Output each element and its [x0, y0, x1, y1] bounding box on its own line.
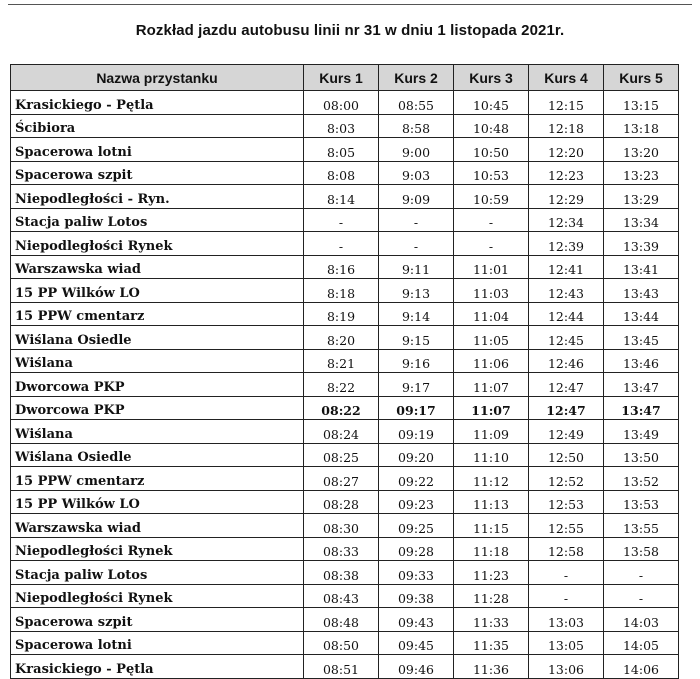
departure-time-cell: 13:39: [604, 232, 679, 256]
departure-time-cell: 8:16: [304, 255, 379, 279]
stop-name-cell: Niepodległości Rynek: [11, 537, 304, 561]
departure-time-cell: 12:41: [529, 255, 604, 279]
departure-time-cell: 11:09: [454, 420, 529, 444]
stop-name-cell: 15 PP Wilków LO: [11, 490, 304, 514]
departure-time-cell: 11:04: [454, 302, 529, 326]
stop-name-cell: Stacja paliw Lotos: [11, 561, 304, 585]
departure-time-cell: 8:03: [304, 114, 379, 138]
departure-time-cell: 08:38: [304, 561, 379, 585]
table-row: [11, 584, 679, 608]
departure-time-cell: 9:11: [379, 255, 454, 279]
departure-time-cell: 8:58: [379, 114, 454, 138]
table-row: [11, 302, 679, 326]
departure-time-cell: 12:47: [529, 373, 604, 397]
departure-time-cell: 10:50: [454, 138, 529, 162]
table-row: [11, 514, 679, 538]
stop-name-cell: 15 PPW cmentarz: [11, 467, 304, 491]
table-row: [11, 185, 679, 209]
departure-time-cell: 14:03: [604, 608, 679, 632]
departure-time-cell: 08:48: [304, 608, 379, 632]
departure-time-cell: 13:06: [529, 655, 604, 679]
departure-time-cell: 09:46: [379, 655, 454, 679]
departure-time-cell: -: [604, 584, 679, 608]
departure-time-cell: 13:47: [604, 373, 679, 397]
departure-time-cell: 08:43: [304, 584, 379, 608]
departure-time-cell: 8:22: [304, 373, 379, 397]
stop-name-cell: Wiślana: [11, 349, 304, 373]
departure-time-cell: 12:53: [529, 490, 604, 514]
table-row: [11, 349, 679, 373]
departure-time-cell: 13:49: [604, 420, 679, 444]
departure-time-cell: 13:29: [604, 185, 679, 209]
departure-time-cell: 09:38: [379, 584, 454, 608]
stop-name-cell: Krasickiego - Pętla: [11, 91, 304, 115]
stop-name-cell: Niepodległości - Ryn.: [11, 185, 304, 209]
stop-name-cell: Spacerowa lotni: [11, 631, 304, 655]
departure-time-cell: -: [604, 561, 679, 585]
departure-time-cell: 9:15: [379, 326, 454, 350]
column-header-kurs-2: Kurs 2: [379, 65, 454, 91]
departure-time-cell: 13:03: [529, 608, 604, 632]
departure-time-cell: 10:59: [454, 185, 529, 209]
departure-time-cell: 12:34: [529, 208, 604, 232]
departure-time-cell: 13:52: [604, 467, 679, 491]
departure-time-cell: 09:22: [379, 467, 454, 491]
departure-time-cell: 12:39: [529, 232, 604, 256]
departure-time-cell: 13:18: [604, 114, 679, 138]
table-row: [11, 255, 679, 279]
departure-time-cell: 8:21: [304, 349, 379, 373]
departure-time-cell: 08:24: [304, 420, 379, 444]
departure-time-cell: 09:17: [379, 396, 454, 420]
table-row: [11, 537, 679, 561]
table-row: [11, 161, 679, 185]
stop-name-cell: 15 PPW cmentarz: [11, 302, 304, 326]
departure-time-cell: 12:55: [529, 514, 604, 538]
departure-time-cell: 09:45: [379, 631, 454, 655]
departure-time-cell: 9:03: [379, 161, 454, 185]
departure-time-cell: 08:25: [304, 443, 379, 467]
departure-time-cell: -: [379, 232, 454, 256]
departure-time-cell: 12:43: [529, 279, 604, 303]
departure-time-cell: 08:00: [304, 91, 379, 115]
departure-time-cell: 08:51: [304, 655, 379, 679]
departure-time-cell: 12:18: [529, 114, 604, 138]
departure-time-cell: 13:55: [604, 514, 679, 538]
departure-time-cell: 8:08: [304, 161, 379, 185]
departure-time-cell: 13:45: [604, 326, 679, 350]
departure-time-cell: 8:05: [304, 138, 379, 162]
departure-time-cell: 09:20: [379, 443, 454, 467]
stop-name-cell: Niepodległości Rynek: [11, 232, 304, 256]
departure-time-cell: 12:15: [529, 91, 604, 115]
stop-name-cell: Dworcowa PKP: [11, 396, 304, 420]
stop-name-cell: Warszawska wiad: [11, 255, 304, 279]
departure-time-cell: 9:17: [379, 373, 454, 397]
stop-name-cell: Ścibiora: [11, 114, 304, 138]
column-header-kurs-4: Kurs 4: [529, 65, 604, 91]
departure-time-cell: 8:18: [304, 279, 379, 303]
departure-time-cell: 11:28: [454, 584, 529, 608]
table-row: [11, 232, 679, 256]
departure-time-cell: 8:14: [304, 185, 379, 209]
departure-time-cell: 9:14: [379, 302, 454, 326]
departure-time-cell: 9:00: [379, 138, 454, 162]
departure-time-cell: 9:09: [379, 185, 454, 209]
departure-time-cell: 12:47: [529, 396, 604, 420]
departure-time-cell: 12:52: [529, 467, 604, 491]
stop-name-cell: Niepodległości Rynek: [11, 584, 304, 608]
departure-time-cell: 08:55: [379, 91, 454, 115]
table-row: [11, 420, 679, 444]
stop-name-cell: 15 PP Wilków LO: [11, 279, 304, 303]
table-row: [11, 396, 679, 420]
departure-time-cell: 13:41: [604, 255, 679, 279]
stop-name-cell: Dworcowa PKP: [11, 373, 304, 397]
departure-time-cell: 11:10: [454, 443, 529, 467]
table-row: [11, 655, 679, 679]
departure-time-cell: 12:46: [529, 349, 604, 373]
departure-time-cell: 12:49: [529, 420, 604, 444]
column-header-kurs-5: Kurs 5: [604, 65, 679, 91]
departure-time-cell: 12:29: [529, 185, 604, 209]
column-header-stop-name: Nazwa przystanku: [11, 65, 304, 91]
departure-time-cell: 13:15: [604, 91, 679, 115]
departure-time-cell: -: [529, 584, 604, 608]
table-row: [11, 561, 679, 585]
departure-time-cell: 08:33: [304, 537, 379, 561]
departure-time-cell: 12:45: [529, 326, 604, 350]
departure-time-cell: 11:06: [454, 349, 529, 373]
stop-name-cell: Krasickiego - Pętla: [11, 655, 304, 679]
departure-time-cell: 13:50: [604, 443, 679, 467]
table-row: [11, 208, 679, 232]
departure-time-cell: 08:22: [304, 396, 379, 420]
departure-time-cell: 12:20: [529, 138, 604, 162]
column-header-kurs-1: Kurs 1: [304, 65, 379, 91]
departure-time-cell: 12:23: [529, 161, 604, 185]
departure-time-cell: 13:43: [604, 279, 679, 303]
header-row: [11, 65, 679, 91]
departure-time-cell: 12:50: [529, 443, 604, 467]
departure-time-cell: 11:12: [454, 467, 529, 491]
table-row: [11, 443, 679, 467]
table-row: [11, 279, 679, 303]
table-row: [11, 467, 679, 491]
departure-time-cell: 13:58: [604, 537, 679, 561]
departure-time-cell: 11:05: [454, 326, 529, 350]
departure-time-cell: 13:44: [604, 302, 679, 326]
stop-name-cell: Wiślana: [11, 420, 304, 444]
departure-time-cell: 09:19: [379, 420, 454, 444]
departure-time-cell: 08:27: [304, 467, 379, 491]
departure-time-cell: 14:06: [604, 655, 679, 679]
table-row: [11, 91, 679, 115]
departure-time-cell: 13:46: [604, 349, 679, 373]
departure-time-cell: 13:23: [604, 161, 679, 185]
departure-time-cell: 13:05: [529, 631, 604, 655]
departure-time-cell: 12:58: [529, 537, 604, 561]
departure-time-cell: 12:44: [529, 302, 604, 326]
departure-time-cell: 10:45: [454, 91, 529, 115]
departure-time-cell: 13:47: [604, 396, 679, 420]
table-row: [11, 490, 679, 514]
departure-time-cell: 11:18: [454, 537, 529, 561]
departure-time-cell: 8:19: [304, 302, 379, 326]
departure-time-cell: 11:07: [454, 373, 529, 397]
stop-name-cell: Spacerowa lotni: [11, 138, 304, 162]
departure-time-cell: 11:33: [454, 608, 529, 632]
departure-time-cell: -: [379, 208, 454, 232]
table-row: [11, 326, 679, 350]
departure-time-cell: 08:28: [304, 490, 379, 514]
table-row: [11, 631, 679, 655]
departure-time-cell: 11:36: [454, 655, 529, 679]
stop-name-cell: Spacerowa szpit: [11, 161, 304, 185]
departure-time-cell: 08:30: [304, 514, 379, 538]
departure-time-cell: 09:33: [379, 561, 454, 585]
departure-time-cell: 13:20: [604, 138, 679, 162]
timetable-body: [11, 91, 679, 679]
departure-time-cell: 09:23: [379, 490, 454, 514]
departure-time-cell: 11:13: [454, 490, 529, 514]
departure-time-cell: 11:15: [454, 514, 529, 538]
departure-time-cell: 11:35: [454, 631, 529, 655]
table-row: [11, 138, 679, 162]
departure-time-cell: -: [304, 208, 379, 232]
column-header-kurs-3: Kurs 3: [454, 65, 529, 91]
timetable: [10, 64, 679, 679]
stop-name-cell: Stacja paliw Lotos: [11, 208, 304, 232]
departure-time-cell: 13:34: [604, 208, 679, 232]
departure-time-cell: 09:43: [379, 608, 454, 632]
departure-time-cell: 11:01: [454, 255, 529, 279]
table-row: [11, 608, 679, 632]
departure-time-cell: 14:05: [604, 631, 679, 655]
table-row: [11, 114, 679, 138]
stop-name-cell: Wiślana Osiedle: [11, 443, 304, 467]
departure-time-cell: 13:53: [604, 490, 679, 514]
departure-time-cell: 11:07: [454, 396, 529, 420]
departure-time-cell: -: [454, 208, 529, 232]
departure-time-cell: -: [454, 232, 529, 256]
departure-time-cell: 09:28: [379, 537, 454, 561]
departure-time-cell: 08:50: [304, 631, 379, 655]
departure-time-cell: -: [529, 561, 604, 585]
departure-time-cell: 10:48: [454, 114, 529, 138]
stop-name-cell: Spacerowa szpit: [11, 608, 304, 632]
top-rule: [8, 4, 692, 5]
page-title: Rozkład jazdu autobusu linii nr 31 w dniu 1 listopada 2021r.: [135, 22, 565, 39]
departure-time-cell: 09:25: [379, 514, 454, 538]
stop-name-cell: Wiślana Osiedle: [11, 326, 304, 350]
departure-time-cell: 11:03: [454, 279, 529, 303]
departure-time-cell: 11:23: [454, 561, 529, 585]
departure-time-cell: 9:16: [379, 349, 454, 373]
departure-time-cell: 8:20: [304, 326, 379, 350]
table-row: [11, 373, 679, 397]
departure-time-cell: 9:13: [379, 279, 454, 303]
departure-time-cell: -: [304, 232, 379, 256]
stop-name-cell: Warszawska wiad: [11, 514, 304, 538]
departure-time-cell: 10:53: [454, 161, 529, 185]
